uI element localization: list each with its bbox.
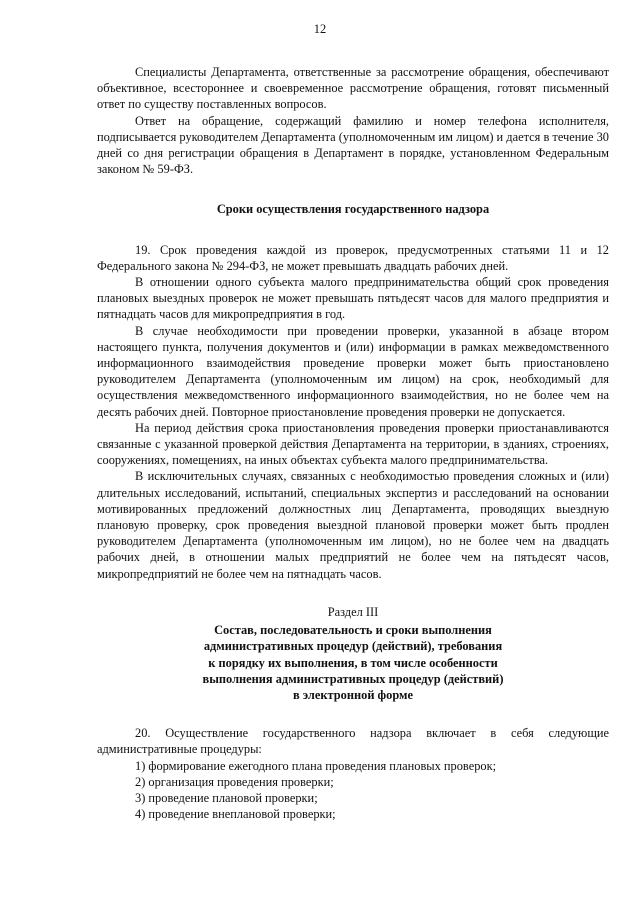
paragraph-specialists: Специалисты Департамента, ответственные за рассмотрение обращения, обеспечивают объективное, всестороннее и своевременное рассмотрение обращения, готовят письменный ответ по существу поставленных вопросов. (97, 65, 609, 112)
paragraph-19-term: 19. Срок проведения каждой из проверок, предусмотренных статьями 11 и 12 Федерального закона № 294-ФЗ, не может превышать двадцать рабочих дней. (97, 242, 609, 273)
heading-supervision-terms: Сроки осуществления государственного надзора (216, 202, 490, 217)
paragraph-response: Ответ на обращение, содержащий фамилию и номер телефона исполнителя, подписывается руководителем Департамента (уполномоченным им лицом) и дается в течение 30 дней со дня регистрации обращения в Департамент в порядке, установленном Федеральным законом № 59-ФЗ. (97, 113, 609, 177)
list-item: 4) проведение внеплановой проверки; (135, 807, 336, 822)
document-body (97, 64, 609, 822)
paragraph-19-extension: В исключительных случаях, связанных с необходимостью проведения сложных и (или) длительных исследований, испытаний, специальных экспертиз и расследований на основании мотивированных предложений должностных лиц Департамента, проводящих выездную плановую проверку, срок проведения выездной плановой проверки может быть продлен руководителем Департамента (уполномоченным им лицом), но не более чем на двадцать рабочих дней, в отношении малых предприятий не более чем на пятьдесят часов, микропредприятий не более чем на пятнадцать часов. (97, 469, 609, 581)
paragraph-19-small-business: В отношении одного субъекта малого предпринимательства общий срок проведения плановых выездных проверок не может превышать пятьдесят часов для малого предприятия и пятнадцать часов для микропредприятия в год. (97, 275, 609, 322)
section-label: Раздел III (327, 604, 379, 619)
list-item: 1) формирование ежегодного плана проведения плановых проверок; (135, 758, 497, 773)
list-item: 3) проведение плановой проверки; (135, 790, 318, 805)
paragraph-19-suspension: В случае необходимости при проведении проверки, указанной в абзаце втором настоящего пункта, получения документов и (или) информации в рамках межведомственного информационного взаимодействия проведение проверки может быть приостановлено руководителем Департамента (уполномоченным им лицом) на срок, необходимый для осуществления межведомственного информационного взаимодействия, но не более чем на десять рабочих дней. Повторное приостановление проведения проверки не допускается. (97, 323, 609, 419)
section-title: Состав, последовательность и сроки выполнения административных процедур (действий), требования к порядку их выполнения, в том числе особенности выполнения административных процедур (действий) в электронной форме (202, 623, 504, 702)
paragraph-19-suspension-period: На период действия срока приостановления проведения проверки приостанавливаются связанные с указанной проверкой действия Департамента на территории, в зданиях, строениях, сооружениях, помещениях, на иных объектах субъекта малого предпринимательства. (97, 420, 609, 468)
page-number: 12 (313, 22, 327, 36)
paragraph-20-intro: 20. Осуществление государственного надзора включает в себя следующие административные процедуры: (97, 726, 609, 757)
list-item: 2) организация проведения проверки; (135, 774, 334, 789)
